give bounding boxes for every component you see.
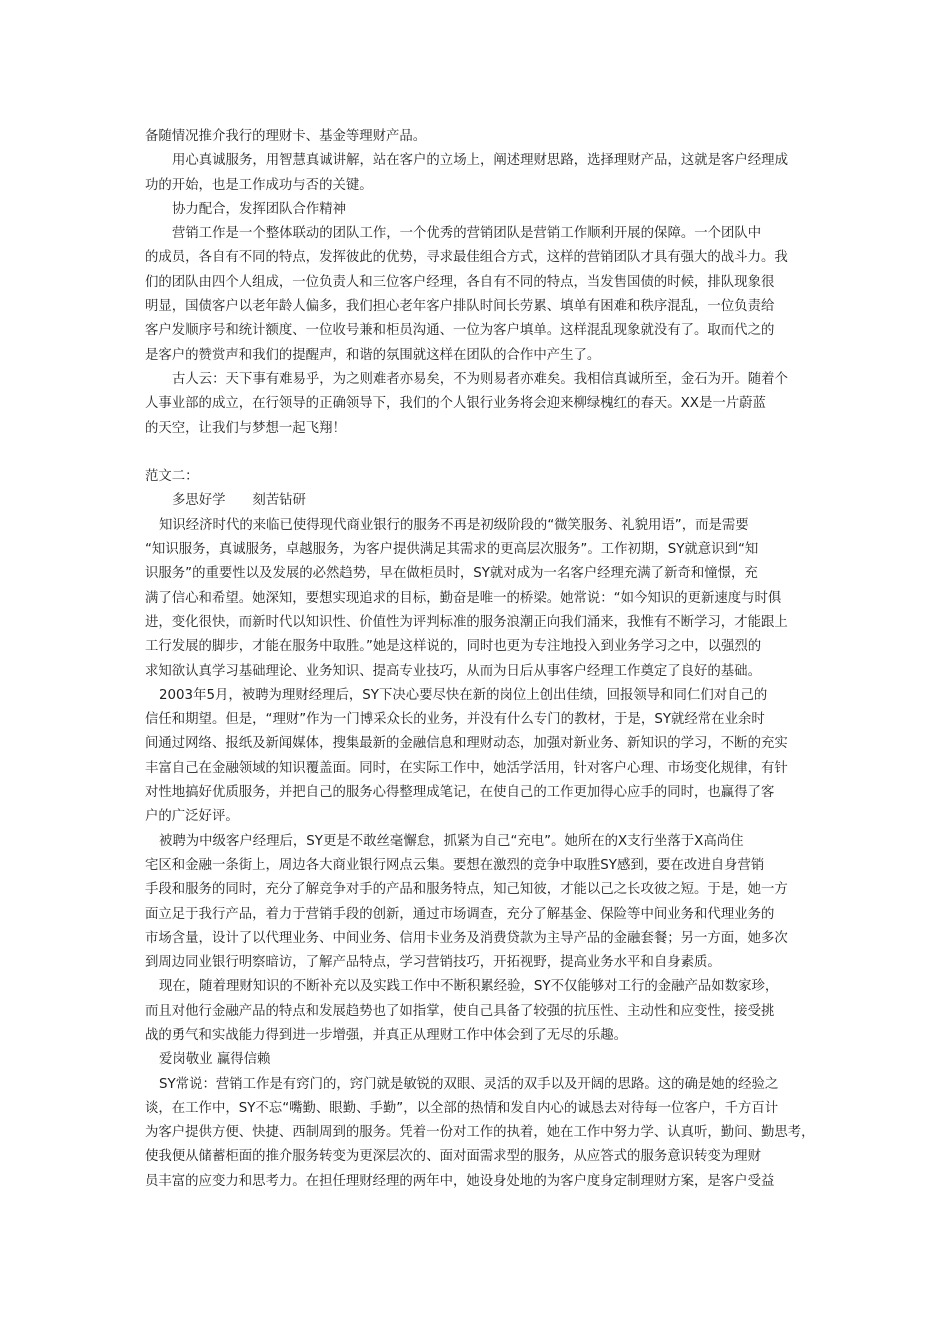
text-line: 客户发顺序号和统计额度、一位收号兼和柜员沟通、一位为客户填单。这样混乱现象就没有了。取而代之的 [145, 323, 775, 339]
document-page [145, 125, 815, 1194]
text-line: 的成员，各自有不同的特点，发挥彼此的优势，寻求最佳组合方式，这样的营销团队才具有强大的战斗力。我 [145, 250, 788, 266]
text-line: 户的广泛好评。 [145, 809, 239, 825]
sample-label: 范文二： [145, 469, 199, 485]
paragraph-gap [145, 441, 810, 465]
text-line: 到周边同业银行明察暗访，了解产品特点，学习营销技巧，开拓视野，提高业务水平和自身素质。 [145, 955, 721, 971]
text-line: 手段和服务的同时，充分了解竞争对手的产品和服务特点，知己知彼，才能以己之长攻彼之短。于是，她一方 [145, 882, 788, 898]
text-line: 古人云：天下事有难易乎，为之则难者亦易矣，不为则易者亦难矣。我相信真诚所至，金石为开。随着个 [172, 371, 788, 387]
text-line: 求知欲认真学习基础理论、业务知识、提高专业技巧，从而为日后从事客户经理工作奠定了良好的基础。 [145, 663, 761, 679]
text-line: 面立足于我行产品，着力于营销手段的创新，通过市场调查，充分了解基金、保险等中间业务和代理业务的 [145, 906, 775, 922]
section-heading: 爱岗敬业 赢得信赖 [159, 1052, 271, 1068]
article-subtitle: 多思好学 刻苦钻研 [172, 493, 306, 509]
text-line: 丰富自己在金融领域的知识覆盖面。同时，在实际工作中，她活学活用，针对客户心理、市场变化规律，有针 [145, 760, 788, 776]
text-line: 是客户的赞赏声和我们的提醒声，和谐的氛围就这样在团队的合作中产生了。 [145, 347, 601, 363]
text-line: 备随情况推介我行的理财卡、基金等理财产品。 [145, 129, 427, 144]
text-line: 功的开始，也是工作成功与否的关键。 [145, 177, 373, 193]
text-line: 的天空，让我们与梦想一起飞翔！ [145, 420, 346, 436]
text-line: 市场含量，设计了以代理业务、中间业务、信用卡业务及消费贷款为主导产品的金融套餐；另一方面，她多次 [145, 930, 788, 946]
text-line: 用心真诚服务，用智慧真诚讲解，站在客户的立场上，阐述理财思路，选择理财产品，这就是客户经理成 [172, 153, 788, 169]
text-line: 对性地搞好优质服务，并把自己的服务心得整理成笔记，在使自己的工作更加得心应手的同时，也赢得了客 [145, 785, 775, 801]
text-line: 信任和期望。但是，“理财”作为一门博采众长的业务，并没有什么专门的教材，于是，SY就经常在业余时 [145, 712, 765, 728]
text-line: 为客户提供方便、快捷、西制周到的服务。凭着一份对工作的执着，她在工作中努力学、认真听，勤问、勤思考， [145, 1125, 815, 1141]
section-heading: 协力配合，发挥团队合作精神 [172, 201, 347, 217]
text-line: 使我便从储蓄柜面的推介服务转变为更深层次的、面对面需求型的服务，从应答式的服务意识转变为理财 [145, 1149, 761, 1165]
text-line: 员丰富的应变力和思考力。在担任理财经理的两年中，她设身处地的为客户度身定制理财方案，是客户受益 [145, 1173, 775, 1189]
text-line: 们的团队由四个人组成，一位负责人和三位客户经理，各自有不同的特点，当发售国债的时候，排队现象很 [145, 274, 775, 290]
text-line: 营销工作是一个整体联动的团队工作，一个优秀的营销团队是营销工作顺利开展的保障。一个团队中 [172, 226, 762, 242]
text-line: SY常说：营销工作是有窍门的，窍门就是敏锐的双眼、灵活的双手以及开阔的思路。这的确是她的经验之 [159, 1076, 779, 1092]
text-line: 知识经济时代的来临已使得现代商业银行的服务不再是初级阶段的“微笑服务、礼貌用语”，而是需要 [159, 517, 749, 533]
text-line: 2003年5月，被聘为理财经理后，SY下决心要尽快在新的岗位上创出佳绩，回报领导和同仁们对自己的 [159, 687, 768, 703]
text-line: 战的勇气和实战能力得到进一步增强，并真正从理财工作中体会到了无尽的乐趣。 [145, 1027, 628, 1043]
text-line: 工行发展的脚步，才能在服务中取胜。”她是这样说的，同时也更为专注地投入到业务学习之中，以强烈的 [145, 639, 762, 655]
text-line: 进，变化很快，而新时代以知识性、价值性为评判标准的服务浪潮正向我们涌来，我惟有不断学习，才能跟上 [145, 614, 788, 630]
text-line: 宅区和金融一条街上，周边各大商业银行网点云集。要想在激烈的竞争中取胜SY感到，要在改进自身营销 [145, 857, 765, 873]
text-line: 识服务”的重要性以及发展的必然趋势，早在做柜员时，SY就对成为一名客户经理充满了新奇和憧憬，充 [145, 566, 758, 582]
text-line: 谈，在工作中，SY不忘“嘴勤、眼勤、手勤”，以全部的热情和发自内心的诚恳去对待每一位客户，千方百计 [145, 1100, 779, 1116]
text-line: 人事业部的成立，在行领导的正确领导下，我们的个人银行业务将会迎来柳绿槐红的春天。XX是一片蔚蓝 [145, 396, 766, 412]
text-line: 满了信心和希望。她深知，要想实现追求的目标，勤奋是唯一的桥梁。她常说：“如今知识的更新速度与时俱 [145, 590, 782, 606]
text-line: 间通过网络、报纸及新闻媒体，搜集最新的金融信息和理财动态，加强对新业务、新知识的学习，不断的充实 [145, 736, 788, 752]
text-line: 被聘为中级客户经理后，SY更是不敢丝毫懈怠，抓紧为自己“充电”。她所在的X支行坐落于X高尚住 [159, 833, 744, 849]
text-line: 现在，随着理财知识的不断补充以及实践工作中不断积累经验，SY不仅能够对工行的金融产品如数家珍， [159, 979, 779, 995]
text-line: 而且对他行金融产品的特点和发展趋势也了如指掌，使自己具备了较强的抗压性、主动性和应变性，接受挑 [145, 1003, 775, 1019]
text-line: “知识服务，真诚服务，卓越服务，为客户提供满足其需求的更高层次服务”。工作初期，SY就意识到“知 [145, 542, 759, 558]
text-line: 明显，国债客户以老年龄人偏多，我们担心老年客户排队时间长劳累、填单有困难和秩序混乱，一位负责给 [145, 299, 775, 315]
